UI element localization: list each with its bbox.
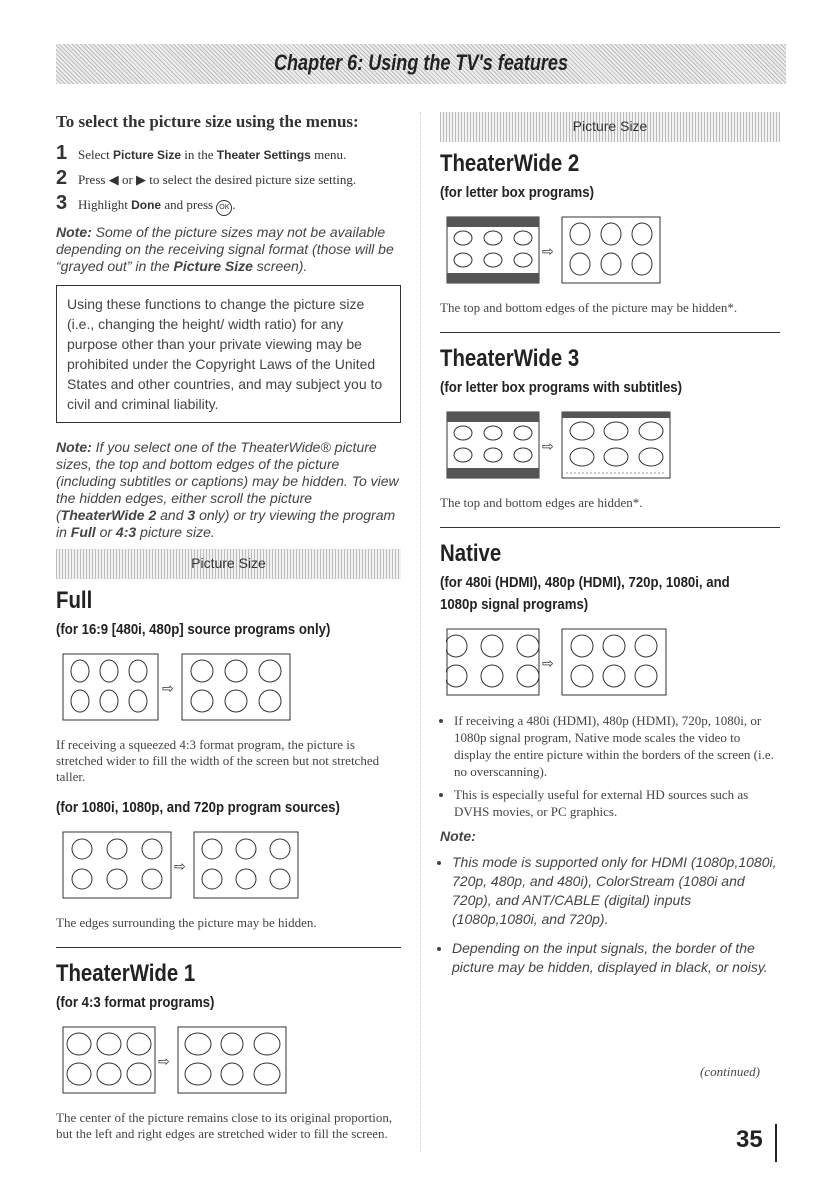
note-label: Note: bbox=[56, 439, 92, 455]
arrow-icon: ⇨ bbox=[162, 682, 174, 697]
native-title: Native bbox=[440, 540, 502, 567]
native-note-label: Note: bbox=[440, 828, 476, 844]
arrow-icon: ⇨ bbox=[158, 1055, 170, 1070]
note-text: Some of the picture sizes may not be available depending on the receiving signal format (those will be “grayed out” in the bbox=[56, 224, 394, 274]
section-divider bbox=[440, 332, 780, 333]
note-bold: 3 bbox=[187, 507, 196, 523]
full-squeezed-illustration bbox=[62, 651, 292, 723]
full-title: Full bbox=[56, 587, 93, 614]
note-text: picture size. bbox=[140, 524, 215, 540]
note-grayed-out bbox=[56, 224, 401, 275]
step-text: Press bbox=[78, 172, 106, 187]
list-item: • Depending on the input signals, the border of the picture may be hidden, displayed in black, or noisy. bbox=[452, 939, 780, 977]
theaterwide3-description: The top and bottom edges are hidden*. bbox=[440, 495, 643, 510]
page-number: 35 bbox=[736, 1126, 763, 1153]
note-label: Note: bbox=[56, 224, 92, 240]
step-1 bbox=[56, 142, 401, 165]
native-subtitle: (for 480i (HDMI), 480p (HDMI), 720p, 1080i, and 1080p signal programs) bbox=[440, 574, 730, 613]
full-subtitle-2: (for 1080i, 1080p, and 720p program sources) bbox=[56, 799, 340, 816]
theaterwide2-illustration bbox=[446, 214, 676, 286]
step-number: 3 bbox=[56, 192, 68, 214]
theaterwide1-description: The center of the picture remains close to its original proportion, but the left and right edges are stretched wider to fill the screen. bbox=[56, 1110, 393, 1141]
step-menu-item: Done bbox=[131, 198, 162, 212]
theaterwide2-title: TheaterWide 2 bbox=[440, 150, 580, 177]
copyright-warning-box: Using these functions to change the picture size (i.e., changing the height/ width ratio) for any purpose other than your private viewing may be prohibited under the Copyright Laws of the United States and other countries, and may subject you to civil and criminal liability. bbox=[56, 285, 401, 423]
page-number-bar bbox=[775, 1124, 777, 1162]
chapter-title: Chapter 6: Using the TV's features bbox=[274, 50, 568, 75]
arrow-icon: ⇨ bbox=[542, 440, 554, 455]
arrow-icon: ⇨ bbox=[542, 657, 554, 672]
ok-button-icon: OK bbox=[216, 200, 232, 216]
left-arrow-icon: ◀ bbox=[108, 172, 119, 187]
full-subtitle-1: (for 16:9 [480i, 480p] source programs only) bbox=[56, 621, 331, 638]
picture-size-banner bbox=[440, 112, 780, 142]
theaterwide3-subtitle: (for letter box programs with subtitles) bbox=[440, 379, 683, 396]
theaterwide1-subtitle: (for 4:3 format programs) bbox=[56, 994, 215, 1011]
theaterwide2-description: The top and bottom edges of the picture may be hidden*. bbox=[440, 300, 738, 315]
note-text: or bbox=[99, 524, 113, 540]
list-item: • If receiving a 480i (HDMI), 480p (HDMI), 720p, 1080i, or 1080p signal program, Native mode scales the video to display the entire picture within the borders of the screen (i.e. no overscanning). bbox=[454, 712, 780, 780]
arrow-icon: ⇨ bbox=[174, 860, 186, 875]
list-item: • This is especially useful for external HD sources such as DVHS movies, or PC graphics. bbox=[454, 786, 780, 820]
full-hd-illustration bbox=[62, 829, 302, 901]
note-text: If you select one of the TheaterWide® picture sizes, the top and bottom edges of the picture (including subtitles or captions) may be hidden. To view the hidden edges, either scroll the picture ( bbox=[56, 439, 399, 523]
right-arrow-icon: ▶ bbox=[136, 172, 147, 187]
step-number: 1 bbox=[56, 142, 68, 164]
step-text: Highlight bbox=[78, 197, 128, 212]
note-text: and bbox=[160, 507, 184, 523]
full-description-2: The edges surrounding the picture may be hidden. bbox=[56, 915, 317, 930]
chapter-banner bbox=[56, 44, 786, 84]
theaterwide2-subtitle: (for letter box programs) bbox=[440, 184, 595, 201]
native-illustration bbox=[446, 626, 676, 698]
note-bold: Full bbox=[70, 524, 96, 540]
step-2 bbox=[56, 167, 401, 190]
banner-label: Picture Size bbox=[191, 555, 266, 571]
note-theaterwide bbox=[56, 439, 401, 541]
step-text: or bbox=[121, 172, 133, 187]
step-menu-item: Theater Settings bbox=[216, 148, 311, 162]
theaterwide3-illustration bbox=[446, 409, 676, 481]
theaterwide1-title: TheaterWide 1 bbox=[56, 960, 196, 987]
section-divider bbox=[56, 947, 401, 948]
step-menu-item: Picture Size bbox=[113, 148, 182, 162]
step-text: in the bbox=[184, 147, 214, 162]
step-number: 2 bbox=[56, 167, 68, 189]
step-text: to select the desired picture size setting. bbox=[149, 172, 357, 187]
step-text: Select bbox=[78, 147, 110, 162]
note-bold: Picture Size bbox=[173, 258, 253, 274]
step-3 bbox=[56, 192, 401, 216]
arrow-icon: ⇨ bbox=[542, 245, 554, 260]
section-divider bbox=[440, 527, 780, 528]
step-text: and press bbox=[164, 197, 214, 212]
step-text: . bbox=[232, 197, 236, 212]
note-text: only) or try viewing the program in bbox=[56, 507, 396, 540]
native-notes bbox=[440, 853, 780, 977]
banner-label: Picture Size bbox=[572, 118, 648, 134]
note-bold: 4:3 bbox=[115, 524, 137, 540]
step-text: menu. bbox=[314, 147, 347, 162]
column-divider bbox=[420, 112, 421, 1152]
note-text: screen). bbox=[256, 258, 308, 274]
full-description-1: If receiving a squeezed 4:3 format program, the picture is stretched wider to fill the width of the screen but not stretched taller. bbox=[56, 737, 380, 784]
picture-size-banner bbox=[56, 549, 401, 579]
list-item: • This mode is supported only for HDMI (1080p,1080i, 720p, 480p, and 480i), ColorStream (1080i and 720p), and ANT/CABLE (digital) inputs (1080p,1080i, and 720p). bbox=[452, 853, 780, 929]
native-bullets bbox=[440, 712, 780, 820]
theaterwide1-illustration bbox=[62, 1024, 292, 1096]
continued-label: (continued) bbox=[700, 1064, 760, 1079]
theaterwide3-title: TheaterWide 3 bbox=[440, 345, 580, 372]
note-bold: TheaterWide 2 bbox=[60, 507, 157, 523]
section-heading: To select the picture size using the menus: bbox=[56, 112, 359, 131]
left-column bbox=[56, 112, 401, 1154]
right-column bbox=[440, 112, 780, 987]
